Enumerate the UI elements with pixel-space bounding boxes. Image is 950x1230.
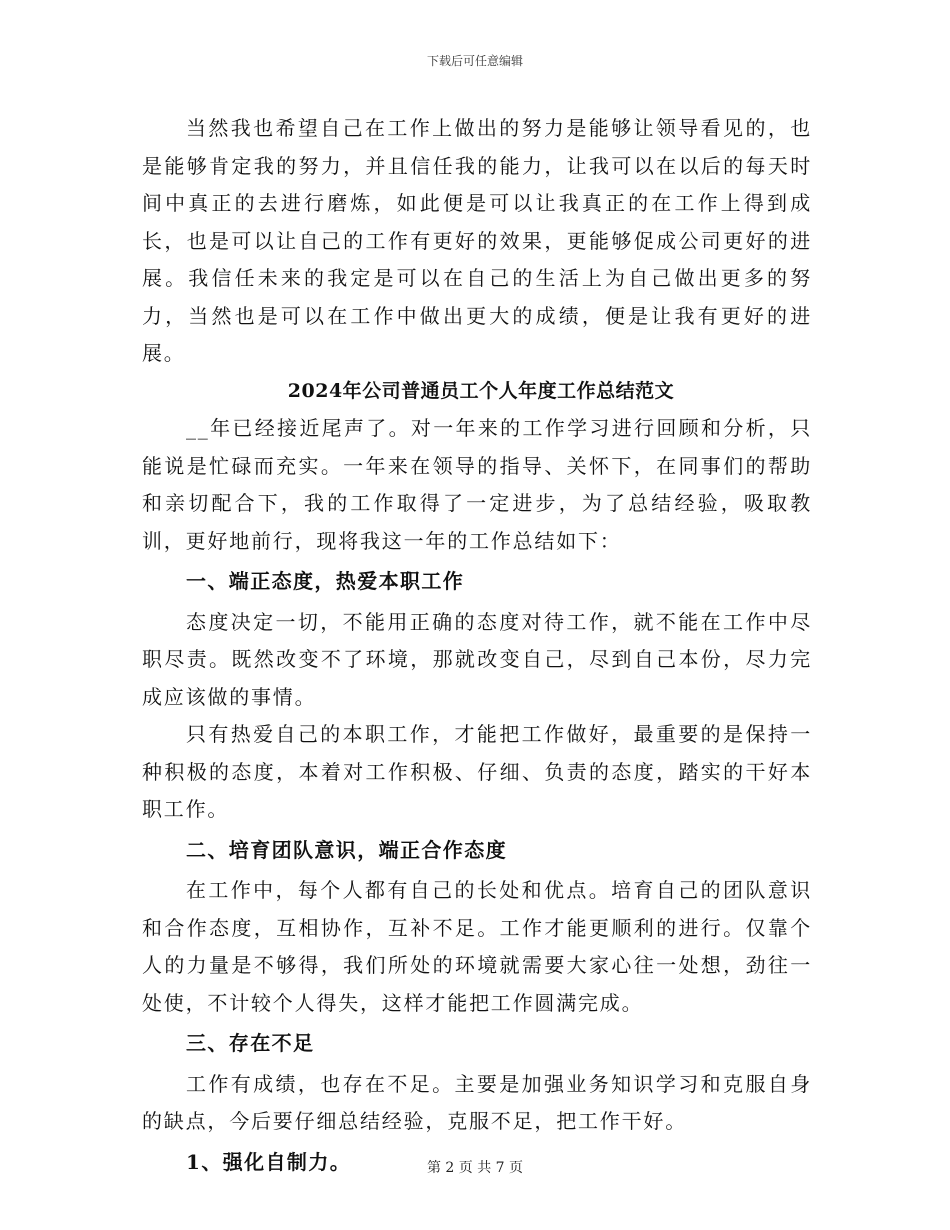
- document-body: [142, 110, 812, 1184]
- document-title: 2024年公司普通员工个人年度工作总结范文: [287, 379, 675, 402]
- section-2-heading: 二、培育团队意识，端正合作态度: [186, 837, 507, 862]
- section-1-heading: 一、端正态度，热爱本职工作: [186, 569, 465, 593]
- opening-paragraph: __年已经接近尾声了。对一年来的工作学习进行回顾和分析，只能说是忙碌而充实。一年来在领导的指导、关怀下，在同事们的帮助和亲切配合下，我的工作取得了一定进步，为了总结经验，吸取教训，更好地前行，现将我这一年的工作总结如下：: [142, 416, 812, 553]
- subsection-1-heading: 1、强化自制力。: [186, 1149, 352, 1174]
- section-3-paragraph-1: 工作有成绩，也存在不足。主要是加强业务知识学习和克服自身的缺点，今后要仔细总结经验，克服不足，把工作干好。: [142, 1071, 812, 1133]
- section-3-heading: 三、存在不足: [186, 1031, 315, 1055]
- intro-paragraph: 当然我也希望自己在工作上做出的努力是能够让领导看见的，也是能够肯定我的努力，并且信任我的能力，让我可以在以后的每天时间中真正的去进行磨炼，如此便是可以让我真正的在工作上得到成长，也是可以让自己的工作有更好的效果，更能够促成公司更好的进展。我信任未来的我定是可以在自己的生活上为自己做出更多的努力，当然也是可以在工作中做出更大的成绩，便是让我有更好的进展。: [142, 116, 812, 365]
- section-1-paragraph-2: 只有热爱自己的本职工作，才能把工作做好，最重要的是保持一种积极的态度，本着对工作积极、仔细、负责的态度，踏实的干好本职工作。: [142, 722, 812, 821]
- page-header: 下载后可任意编辑: [426, 54, 523, 68]
- section-1-paragraph-1: 态度决定一切，不能用正确的态度对待工作，就不能在工作中尽职尽责。既然改变不了环境，那就改变自己，尽到自己本份，尽力完成应该做的事情。: [142, 609, 812, 709]
- section-2-paragraph-1: 在工作中，每个人都有自己的长处和优点。培育自己的团队意识和合作态度，互相协作，互补不足。工作才能更顺利的进行。仅靠个人的力量是不够得，我们所处的环境就需要大家心往一处想，劲往一处使，不计较个人得失，这样才能把工作圆满完成。: [142, 878, 812, 1015]
- page-footer: 第 2 页 共 7 页: [426, 1160, 524, 1176]
